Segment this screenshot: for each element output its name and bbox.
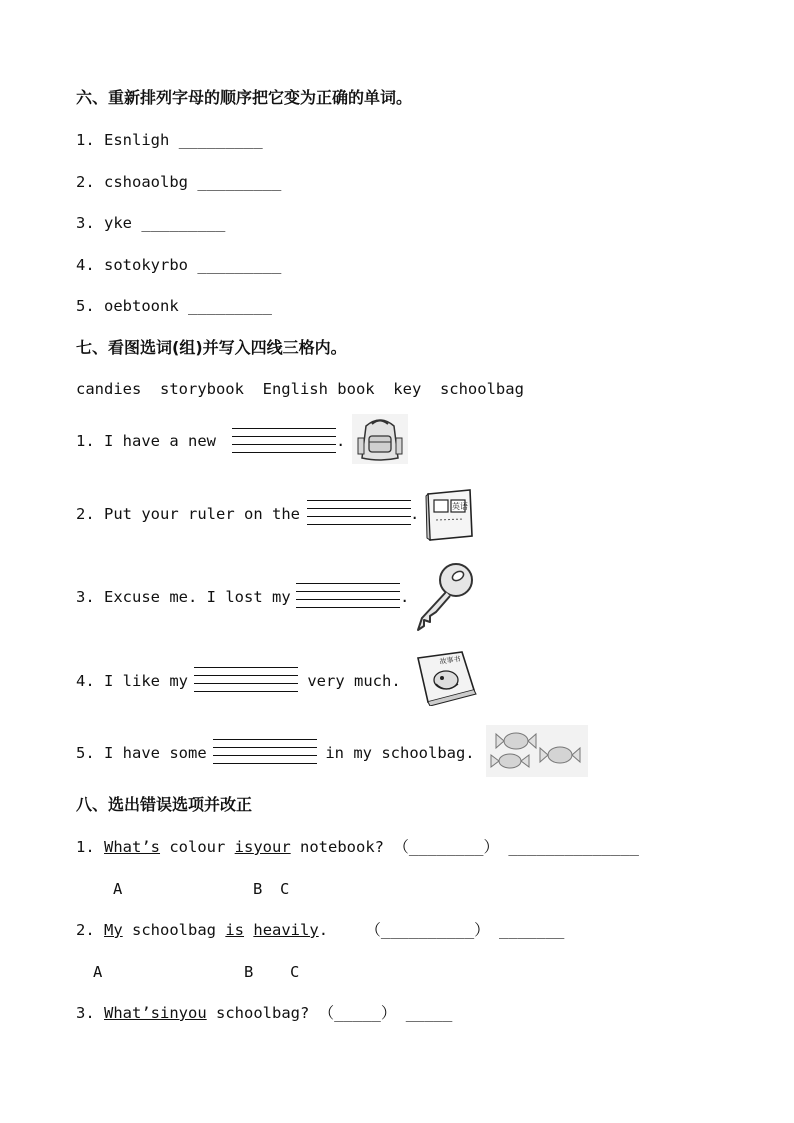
option-b-text: is — [225, 921, 245, 939]
four-line-writing-grid[interactable] — [194, 667, 298, 693]
sentence-end: . — [400, 588, 410, 606]
error-question-1: 1. What’s colour isyour notebook? （________） ______________ — [76, 838, 639, 856]
scrambled-word: yke — [104, 214, 133, 232]
unscramble-item-5: 5. oebtoonk _________ — [76, 297, 273, 315]
scrambled-word: cshoaolbg — [104, 173, 189, 191]
option-label-c: C — [280, 880, 290, 898]
word-bank: candies storybook English book key schoolbag — [76, 380, 524, 398]
answer-blank[interactable]: _________ — [188, 297, 273, 315]
sentence-end: . — [336, 432, 346, 450]
section-8-title: 八、选出错误选项并改正 — [76, 795, 253, 814]
option-c-text: heavily — [253, 921, 319, 939]
answer-blank[interactable]: _________ — [197, 256, 282, 274]
picture-question-1: 1. I have a new — [76, 432, 216, 450]
scrambled-word: sotokyrbo — [104, 256, 189, 274]
four-line-writing-grid[interactable] — [232, 428, 336, 454]
picture-question-2: 2. Put your ruler on the — [76, 505, 300, 523]
option-text: What’sinyou — [104, 1004, 207, 1022]
picture-question-4: 4. I like my — [76, 672, 189, 690]
scrambled-word: Esnligh — [104, 131, 170, 149]
option-label-b: B — [253, 880, 263, 898]
correction-blank[interactable]: _____ — [405, 1004, 453, 1022]
storybook-picture — [414, 650, 478, 706]
four-line-writing-grid[interactable] — [307, 500, 411, 526]
answer-choice-blank[interactable]: （________） — [393, 838, 499, 856]
picture-question-3: 3. Excuse me. I lost my — [76, 588, 291, 606]
error-question-2: 2. My schoolbag is heavily. （__________） _______ — [76, 921, 565, 939]
answer-blank[interactable]: _________ — [178, 131, 263, 149]
answer-choice-blank[interactable]: （_____） — [318, 1004, 397, 1022]
option-a-text: My — [104, 921, 123, 939]
correction-blank[interactable]: _______ — [499, 921, 565, 939]
option-label-a: A — [113, 880, 123, 898]
option-b-text: is — [234, 838, 254, 856]
unscramble-item-3: 3. yke _________ — [76, 214, 226, 232]
sentence-end: in my schoolbag. — [316, 744, 475, 762]
sentence-end: very much. — [298, 672, 401, 690]
schoolbag-picture — [352, 414, 408, 464]
section-6-title: 六、重新排列字母的顺序把它变为正确的单词。 — [76, 88, 413, 107]
candies-picture — [486, 725, 588, 777]
answer-blank[interactable]: _________ — [141, 214, 226, 232]
unscramble-item-1: 1. Esnligh _________ — [76, 131, 263, 149]
correction-blank[interactable]: ______________ — [508, 838, 639, 856]
english-book-picture — [424, 488, 476, 542]
sentence-end: . — [410, 505, 420, 523]
error-question-3: 3. What’sinyou schoolbag? （_____） _____ — [76, 1004, 453, 1022]
option-label-c: C — [290, 963, 300, 981]
unscramble-item-2: 2. cshoaolbg _________ — [76, 173, 282, 191]
four-line-writing-grid[interactable] — [213, 739, 317, 765]
unscramble-item-4: 4. sotokyrbo _________ — [76, 256, 282, 274]
option-label-a: A — [93, 963, 103, 981]
option-label-b: B — [244, 963, 254, 981]
picture-question-5: 5. I have some — [76, 744, 207, 762]
section-7-title: 七、看图选词(组)并写入四线三格内。 — [76, 338, 347, 357]
english-book-label: 英语 — [452, 502, 468, 511]
four-line-writing-grid[interactable] — [296, 583, 400, 609]
option-c-text: your — [253, 838, 291, 856]
key-picture — [414, 560, 478, 632]
answer-blank[interactable]: _________ — [197, 173, 282, 191]
answer-choice-blank[interactable]: （__________） — [365, 921, 490, 939]
option-a-text: What’s — [104, 838, 161, 856]
storybook-label: 故事书 — [439, 655, 462, 666]
scrambled-word: oebtoonk — [104, 297, 179, 315]
